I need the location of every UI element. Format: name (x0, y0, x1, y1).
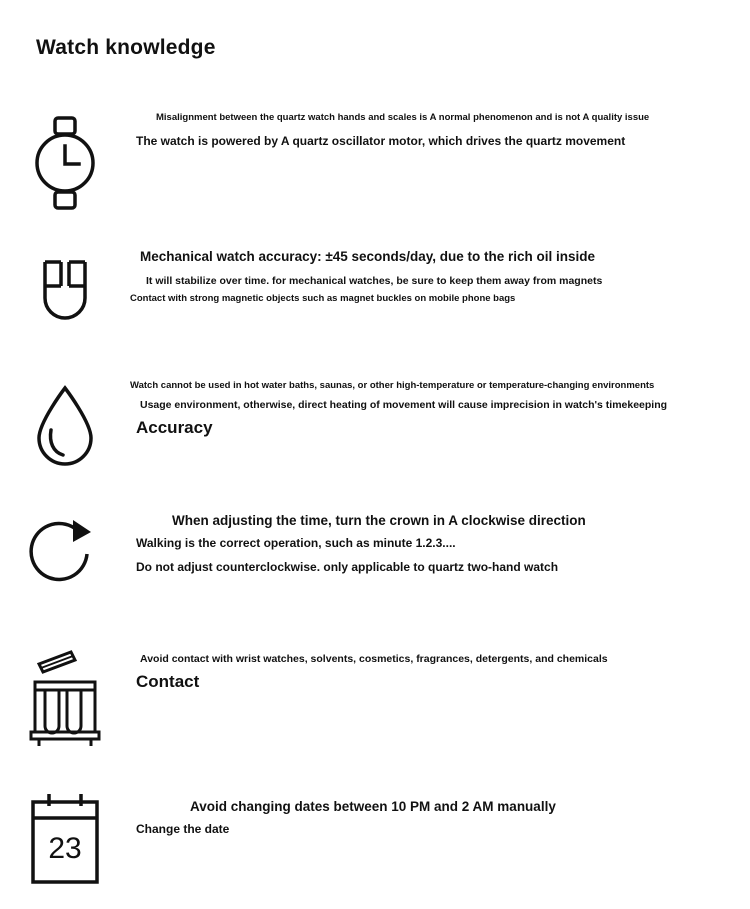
text-line: When adjusting the time, turn the crown in A clockwise direction (172, 513, 586, 528)
section-date-change (0, 790, 750, 888)
text-line: The watch is powered by A quartz oscillator motor, which drives the quartz movement (136, 133, 626, 148)
text-line: Usage environment, otherwise, direct heating of movement will cause imprecision in watch's timekeeping (140, 398, 668, 411)
test-tube-rack-icon (0, 644, 130, 754)
text-line: Avoid changing dates between 10 PM and 2 AM manually (190, 799, 556, 814)
section-chemical-contact (0, 644, 750, 754)
calendar-day-number: 23 (48, 832, 82, 865)
section-crown-adjustment (0, 512, 750, 598)
text-line: Watch cannot be used in hot water baths, saunas, or other high-temperature or temperature-changing environments (130, 380, 655, 391)
watch-icon (0, 112, 130, 212)
section-text (130, 248, 750, 306)
section-quartz-watch (0, 112, 750, 212)
section-text (130, 790, 750, 837)
text-line: Misalignment between the quartz watch hands and scales is A normal phenomenon and is not A quality issue (156, 112, 650, 123)
clockwise-arrow-icon (0, 512, 130, 598)
magnet-icon (0, 248, 130, 330)
text-line: Do not adjust counterclockwise. only applicable to quartz two-hand watch (136, 560, 559, 575)
text-line: Contact with strong magnetic objects such as magnet buckles on mobile phone bags (130, 293, 516, 305)
text-line: Avoid contact with wrist watches, solvents, cosmetics, fragrances, detergents, and chemicals (140, 653, 608, 665)
section-water-resistance (0, 380, 750, 468)
section-text (130, 644, 750, 694)
calendar-icon (0, 790, 130, 888)
section-magnetism (0, 248, 750, 330)
page-title: Watch knowledge (36, 36, 216, 59)
water-drop-icon (0, 380, 130, 468)
text-line: Accuracy (136, 417, 213, 437)
text-line: Change the date (136, 822, 230, 837)
section-text (130, 112, 750, 149)
section-text (130, 512, 750, 576)
text-line: It will stabilize over time. for mechanical watches, be sure to keep them away from magnets (146, 275, 603, 288)
text-line: Contact (136, 672, 200, 692)
text-line: Walking is the correct operation, such as minute 1.2.3.... (136, 536, 456, 551)
text-line: Mechanical watch accuracy: ±45 seconds/day, due to the rich oil inside (140, 249, 596, 264)
section-text (130, 380, 750, 440)
